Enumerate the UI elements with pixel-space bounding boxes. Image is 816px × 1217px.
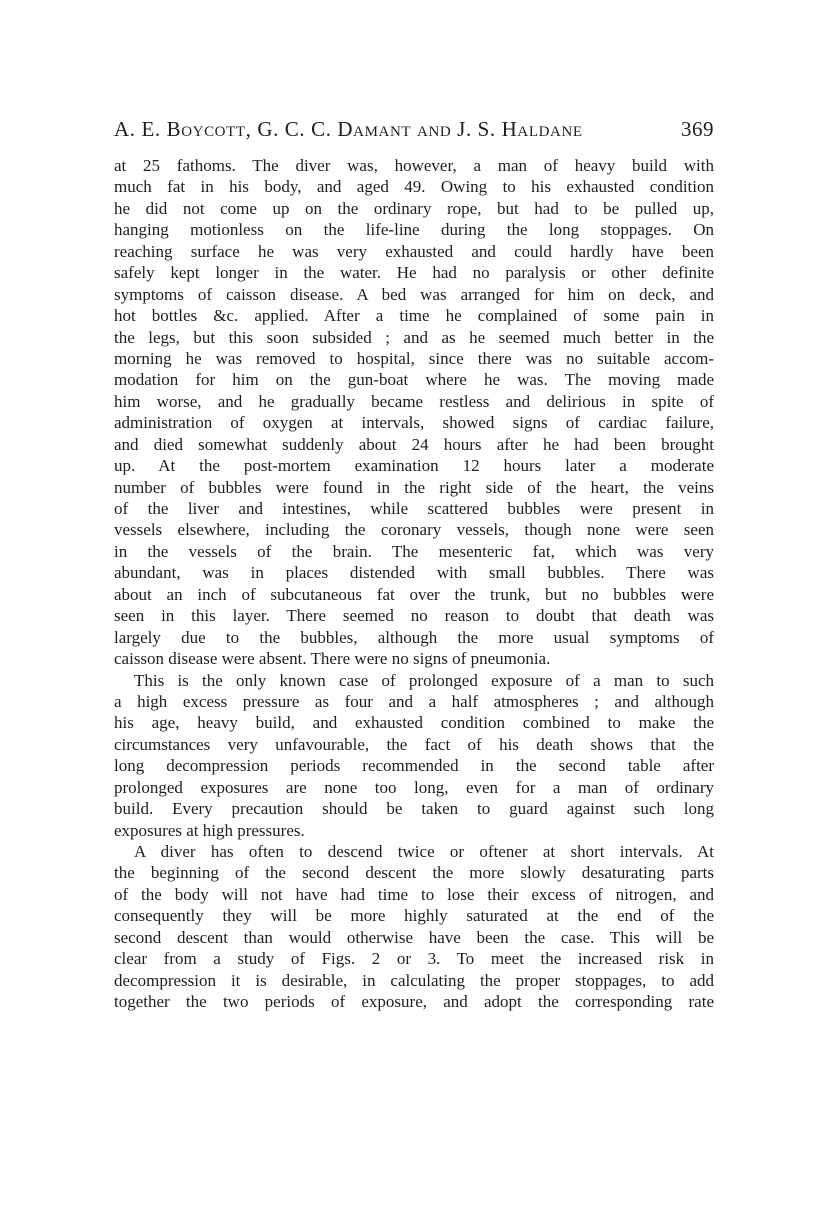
body-text (114, 155, 714, 1013)
paragraph-1 (114, 155, 714, 670)
text-line: decompression it is desirable, in calculating the proper stoppages, to add (114, 970, 714, 990)
text-line: hanging motionless on the life-line during the long stoppages. On (114, 220, 714, 240)
text-line: symptoms of caisson disease. A bed was arranged for him on deck, and (114, 284, 714, 304)
text-line: of the liver and intestines, while scattered bubbles were present in (114, 499, 714, 518)
paragraph-3 (114, 841, 714, 1013)
text-line: reaching surface he was very exhausted and could hardly have been (114, 241, 714, 261)
text-line: modation for him on the gun-boat where he was. The moving made (114, 370, 714, 390)
text-line: number of bubbles were found in the right side of the heart, the veins (114, 477, 714, 497)
text-line: much fat in his body, and aged 49. Owing to his exhausted condition (114, 177, 714, 197)
running-head-authors: A. E. Boycott, G. C. C. Damant and J. S. Haldane (114, 117, 583, 141)
text-line: consequently they will be more highly saturated at the end of the (114, 906, 714, 926)
text-line: the beginning of the second descent the more slowly desaturating parts (114, 863, 714, 883)
text-line: a high excess pressure as four and a half atmospheres ; and although (114, 691, 714, 711)
text-line: morning he was removed to hospital, since there was no suitable accom- (114, 348, 714, 368)
text-line: seen in this layer. There seemed no reason to doubt that death was (114, 606, 714, 626)
text-line: build. Every precaution should be taken to guard against such long (114, 799, 714, 819)
text-line: up. At the post-mortem examination 12 hours later a moderate (114, 456, 714, 476)
text-line: in the vessels of the brain. The mesenteric fat, which was very (114, 541, 714, 561)
text-line: exposures at high pressures. (114, 820, 305, 840)
running-head (114, 114, 714, 144)
text-line: circumstances very unfavourable, the fact of his death shows that the (114, 734, 714, 754)
text-line: largely due to the bubbles, although the more usual symptoms of (114, 627, 714, 647)
text-line: of the body will not have had time to lose their excess of nitrogen, and (114, 884, 714, 904)
text-line: safely kept longer in the water. He had no paralysis or other definite (114, 263, 714, 283)
text-line: This is the only known case of prolonged exposure of a man to such (134, 670, 714, 690)
page-number: 369 (681, 117, 714, 141)
text-line: prolonged exposures are none too long, even for a man of ordinary (114, 777, 714, 797)
text-line: vessels elsewhere, including the coronary vessels, though none were seen (114, 520, 714, 540)
text-line: long decompression periods recommended in the second table after (114, 756, 714, 776)
text-line: at 25 fathoms. The diver was, however, a man of heavy build with (114, 156, 714, 175)
text-line: and died somewhat suddenly about 24 hours after he had been brought (114, 434, 714, 454)
text-line: clear from a study of Figs. 2 or 3. To meet the increased risk in (114, 949, 714, 969)
text-line: A diver has often to descend twice or oftener at short intervals. At (134, 842, 714, 861)
text-line: caisson disease were absent. There were no signs of pneumonia. (114, 649, 551, 669)
text-line: administration of oxygen at intervals, showed signs of cardiac failure, (114, 413, 714, 433)
paragraph-2 (114, 670, 714, 842)
text-line: his age, heavy build, and exhausted condition combined to make the (114, 713, 714, 733)
text-line: him worse, and he gradually became restless and delirious in spite of (114, 391, 714, 411)
text-line: he did not come up on the ordinary rope, but had to be pulled up, (114, 198, 714, 218)
text-line: together the two periods of exposure, and adopt the corresponding rate (114, 992, 714, 1012)
text-line: the legs, but this soon subsided ; and as he seemed much better in the (114, 327, 714, 347)
text-line: abundant, was in places distended with small bubbles. There was (114, 563, 714, 583)
text-line: second descent than would otherwise have been the case. This will be (114, 927, 714, 947)
text-line: hot bottles &c. applied. After a time he complained of some pain in (114, 306, 714, 326)
text-line: about an inch of subcutaneous fat over the trunk, but no bubbles were (114, 584, 714, 604)
